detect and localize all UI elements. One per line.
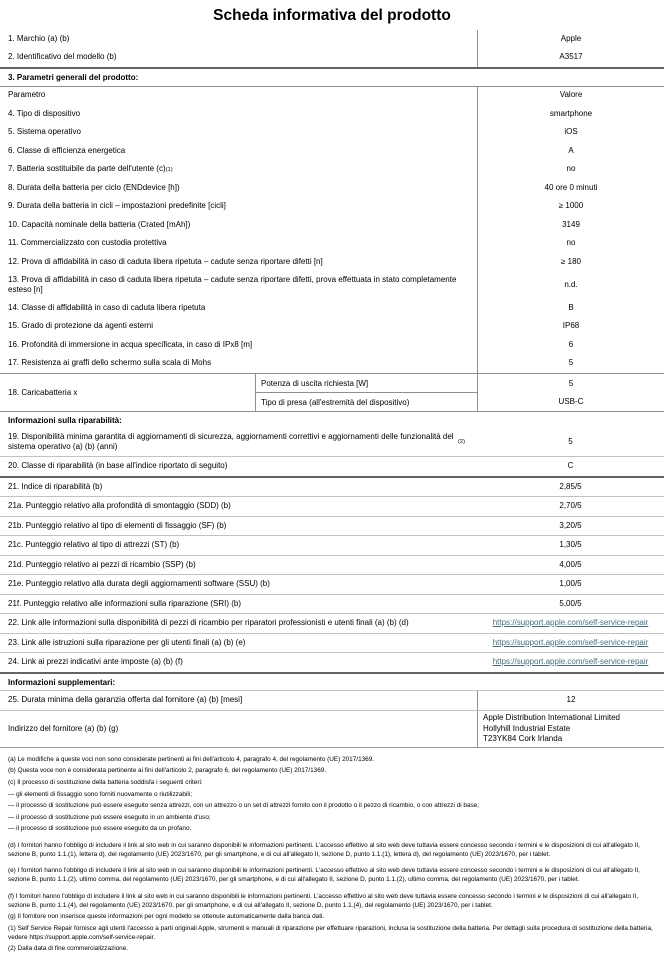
row-value: ≥ 180 [477, 253, 664, 272]
table-row [0, 216, 664, 235]
row-label-text: 21f. Punteggio relativo alle informazioni sulla riparazione (SRI) (b) [8, 598, 241, 608]
row-value: C [567, 461, 574, 471]
charger-subtable-labels [255, 374, 477, 411]
table-row [0, 595, 664, 615]
row-value: 4,00/5 [559, 559, 582, 569]
row-label [0, 336, 477, 355]
section-heading-supplementary: Informazioni supplementari: [8, 677, 116, 687]
row-label [0, 318, 477, 337]
table-row [0, 355, 664, 374]
row-value: 2,70/5 [559, 501, 582, 511]
row-label [0, 216, 477, 235]
row-label [0, 272, 477, 300]
footnote: (a) Le modifiche a queste voci non sono considerate pertinenti ai fini dell'articolo 4, paragrafo 4, del regolamento (UE) 2017/1369. [8, 755, 375, 763]
footnotes [0, 748, 664, 954]
row-label [0, 536, 477, 555]
row-value: A3517 [477, 49, 664, 68]
row-label-text: 4. Tipo di dispositivo [8, 108, 81, 118]
row-label-text: 20. Classe di riparabilità (in base all'indice riportato di seguito) [8, 461, 228, 471]
row-label [0, 49, 477, 68]
row-label-text: 14. Classe di affidabilità in caso di caduta libera ripetuta [8, 302, 206, 312]
row-label-text: 8. Durata della batteria per ciclo (ENDdevice [h]) [8, 182, 180, 192]
row-value: 5,00/5 [559, 598, 582, 608]
table-row [0, 142, 664, 161]
row-value: 5 [477, 355, 664, 374]
table-row [0, 478, 664, 498]
table-row [0, 634, 664, 654]
row-value: 1,00/5 [559, 579, 582, 589]
table-row [0, 429, 664, 458]
row-label [0, 299, 477, 318]
row-link[interactable]: https://support.apple.com/self-service-repair [492, 657, 649, 667]
row-value: no [477, 235, 664, 254]
row-label [0, 105, 477, 124]
column-header-value: Valore [477, 87, 664, 106]
table-row [0, 614, 664, 634]
row-label-text: 19. Disponibilità minima garantita di aggiornamenti di sicurezza, aggiornamenti correttivi e aggiornamenti delle funzionalità del sistema operativo (a) (b) (anni) [8, 431, 454, 452]
footnote: (g) Il fornitore non inserisce queste informazioni per ogni modello se ottenute automaticamente dalla banca dati. [8, 913, 325, 921]
table-row [0, 556, 664, 576]
row-label-text: 23. Link alle istruzioni sulla riparazione per gli utenti finali (a) (b) (e) [8, 637, 246, 647]
row-value: Apple [477, 30, 664, 49]
row-value: ≥ 1000 [477, 198, 664, 217]
product-info-sheet [0, 7, 664, 954]
row-label-text: 21c. Punteggio relativo al tipo di attrezzi (ST) (b) [8, 540, 180, 550]
table-row [0, 253, 664, 272]
row-label [0, 355, 477, 374]
row-value: 6 [477, 336, 664, 355]
charger-subrow-value: USB-C [558, 396, 584, 406]
footnote: (f) I fornitori hanno l'obbligo di includere il link al sito web in cui saranno disponibili le informazioni pertinenti. L'accesso effettivo al sito web deve tuttavia essere concesso secondo i termini e le disposizioni di cui all'allegato II, sezione B, punto 1.1.(4), del regolamento (UE) 2023/1670, per gli smartphone, e di cui all'allegato II, sezione D, punto 1.1.(4), del regolamento (UE) 2023/1670, per i tablet. [8, 892, 639, 909]
row-label-text: 6. Classe di efficienza energetica [8, 145, 126, 155]
row-value: no [477, 161, 664, 180]
table-row [0, 124, 664, 143]
row-label-text: 16. Profondità di immersione in acqua specificata, in caso di IPx8 [m] [8, 339, 253, 349]
row-label-text: 21d. Punteggio relativo ai pezzi di ricambio (SSP) (b) [8, 559, 196, 569]
table-row [0, 497, 664, 517]
supplier-address-label: Indirizzo del fornitore (a) (b) (g) [8, 723, 119, 733]
footnote: (2) Dalla data di fine commercializzazione. [8, 945, 129, 953]
supplier-address-line: Apple Distribution International Limited [483, 713, 620, 723]
table-row [0, 235, 664, 254]
table-row [0, 179, 664, 198]
row-value: 3,20/5 [559, 520, 582, 530]
row-value: 2,85/5 [559, 481, 582, 491]
row-label-text: 17. Resistenza ai graffi dello schermo sulla scala di Mohs [8, 358, 212, 368]
footnote: (b) Questa voce non è considerata pertinente ai fini dell'articolo 2, paragrafo 6, del regolamento (UE) 2017/1369. [8, 767, 327, 775]
table-row [0, 457, 664, 478]
row-value: A [477, 142, 664, 161]
table-row [0, 336, 664, 355]
supplementary-table [0, 691, 664, 711]
row-label [0, 595, 477, 614]
row-label [0, 457, 477, 476]
charger-subtable-values [477, 374, 664, 411]
row-label-text: 13. Prova di affidabilità in caso di caduta libera ripetuta – cadute senza riportare difetti, prova effettuata in stato completamente esteso [n] [8, 274, 457, 295]
footnote: (d) I fornitori hanno l'obbligo di includere il link al sito web in cui saranno disponibili le informazioni pertinenti. L'accesso effettivo al sito web deve tuttavia essere concesso secondo i termini e le disposizioni di cui all'allegato II, sezione B, punto 1.1.(1), lettera d), del regolamento (UE) 2023/1670, per gli smartphone, e di cui all'allegato II, sezione D, punto 1.1.(1), lettera d), del regolamento (UE) 2023/1670, per i tablet. [8, 841, 640, 858]
column-header-parameter: Parametro [8, 90, 46, 100]
table-row [0, 161, 664, 180]
row-link[interactable]: https://support.apple.com/self-service-repair [492, 637, 649, 647]
footnote: — il processo di sostituzione può essere eseguito in un ambiente d'uso; [8, 813, 211, 821]
row-label [0, 575, 477, 594]
row-value: smartphone [477, 105, 664, 124]
row-label-text: 9. Durata della batteria in cicli – impostazioni predefinite [cicli] [8, 201, 226, 211]
row-label [0, 517, 477, 536]
row-label [0, 198, 477, 217]
charger-subrow-label: Potenza di uscita richiesta [W] [256, 374, 477, 393]
supplier-address-row [0, 711, 664, 749]
row-label-text: 5. Sistema operativo [8, 127, 81, 137]
row-label-text: 21. Indice di riparabilità (b) [8, 481, 103, 491]
row-label-text: 2. Identificativo del modello (b) [8, 52, 117, 62]
page-title: Scheda informativa del prodotto [213, 7, 451, 24]
row-value: IP68 [477, 318, 664, 337]
row-label [0, 124, 477, 143]
table-row [0, 299, 664, 318]
supplier-address-line: T23YK84 Cork Irlanda [483, 734, 563, 744]
table-row [0, 691, 664, 711]
row-label: 19. Disponibilità minima garantita di aggiornamenti di sicurezza, aggiornamenti correttivi e aggiornamenti delle funzionalità del sistema operativo (a) (b) (anni) (2) [8, 431, 465, 452]
charger-row-label: 18. Caricabatteria x [8, 388, 78, 398]
column-header-row [0, 87, 664, 106]
row-value: 1,30/5 [559, 540, 582, 550]
row-label-text: 15. Grado di protezione da agenti esterni [8, 321, 153, 331]
row-value: 3149 [477, 216, 664, 235]
row-label-text: 1. Marchio (a) (b) [8, 33, 70, 43]
row-label [0, 235, 477, 254]
row-label-text: 25. Durata minima della garanzia offerta dal fornitore (a) (b) [mesi] [8, 695, 243, 705]
supplier-address-value [477, 711, 664, 748]
row-label [0, 497, 477, 516]
charger-subrow-label: Tipo di presa (all'estremità del dispositivo) [261, 397, 410, 407]
section-heading-repairability: Informazioni sulla riparabilità: [8, 416, 122, 426]
row-value: B [477, 299, 664, 318]
row-label [0, 653, 477, 672]
footnote: (1) Self Service Repair fornisce agli utenti l'accesso a parti originali Apple, strumenti e manuali di riparazione per effettuare riparazioni, inclusa la sostituzione della batteria. Per dettagli sulla procedura di sostituzione della batteria, vedere https://support.apple.com/self-service-repair. [8, 924, 653, 941]
row-label-text: 7. Batteria sostituibile da parte dell'utente (c) [8, 164, 166, 174]
row-label [0, 691, 477, 710]
row-label-text: 11. Commercializzato con custodia protettiva [8, 238, 167, 248]
top-rows [0, 30, 664, 67]
row-label [0, 634, 477, 653]
supplier-address-line: Hollyhill Industrial Estate [483, 723, 571, 733]
row-label-text: 21e. Punteggio relativo alla durata degli aggiornamenti software (SSU) (b) [8, 579, 270, 589]
row-label [0, 179, 477, 198]
table-row [0, 575, 664, 595]
table-row [0, 536, 664, 556]
section-heading-general: 3. Parametri generali del prodotto: [8, 73, 139, 82]
row-value: 5 [568, 436, 573, 446]
row-label [0, 478, 477, 497]
footnote: — il processo di sostituzione può essere eseguito da un profano. [8, 825, 192, 833]
footnote: (e) I fornitori hanno l'obbligo di includere il link al sito web in cui saranno disponibili le informazioni pertinenti. L'accesso effettivo al sito web deve tuttavia essere concesso secondo i termini e le disposizioni di cui all'allegato II, sezione B, punto 1.1.(2), ultimo comma, del regolamento (UE) 2023/1670, per gli smartphone, e di cui all'allegato II, sezione D, punto 1.1.(2), ultimo comma, del regolamento (UE) 2023/1670, per i tablet. [8, 867, 640, 884]
row-value: 40 ore 0 minuti [477, 179, 664, 198]
table-row [0, 272, 664, 300]
row-value: 12 [477, 691, 664, 710]
table-row [0, 49, 664, 68]
charger-row [0, 374, 664, 411]
table-row [0, 653, 664, 672]
table-row [0, 318, 664, 337]
row-label-text: 10. Capacità nominale della batteria (Crated [mAh]) [8, 219, 191, 229]
table-row [0, 105, 664, 124]
table-row [0, 30, 664, 49]
row-label-text: 21a. Punteggio relativo alla profondità di smontaggio (SDD) (b) [8, 501, 231, 511]
row-label [0, 30, 477, 49]
row-label [0, 556, 477, 575]
general-parameters-table [0, 105, 664, 373]
row-label-text: 21b. Punteggio relativo al tipo di elementi di fissaggio (SF) (b) [8, 520, 227, 530]
row-value: n.d. [477, 272, 664, 300]
table-row [0, 517, 664, 537]
footnote: — gli elementi di fissaggio sono forniti nuovamente o riutilizzabili; [8, 790, 192, 798]
footnote: — il processo di sostituzione può essere eseguito senza attrezzi, con un attrezzo o un set di attrezzi fornito con il prodotto o il pezzo di ricambio, o con attrezzi di base; [8, 802, 480, 810]
row-label [0, 142, 477, 161]
footnote: (c) Il processo di sostituzione della batteria soddisfa i seguenti criteri: [8, 779, 203, 787]
row-label-text: 22. Link alle informazioni sulla disponibilità di pezzi di ricambio per riparatori professionisti e utenti finali (a) (b) (d) [8, 618, 409, 628]
table-row [0, 198, 664, 217]
charger-subrow-value: 5 [568, 378, 574, 388]
row-label [0, 253, 477, 272]
row-label-text: 24. Link ai prezzi indicativi ante imposte (a) (b) (f) [8, 657, 183, 667]
row-label [0, 614, 477, 633]
row-value: iOS [477, 124, 664, 143]
row-label-text: 12. Prova di affidabilità in caso di caduta libera ripetuta – cadute senza riportare difetti [n] [8, 256, 323, 266]
row-label: 7. Batteria sostituibile da parte dell'utente (c) (1) [8, 164, 173, 174]
row-link[interactable]: https://support.apple.com/self-service-repair [492, 618, 649, 628]
repairability-table [0, 429, 664, 672]
